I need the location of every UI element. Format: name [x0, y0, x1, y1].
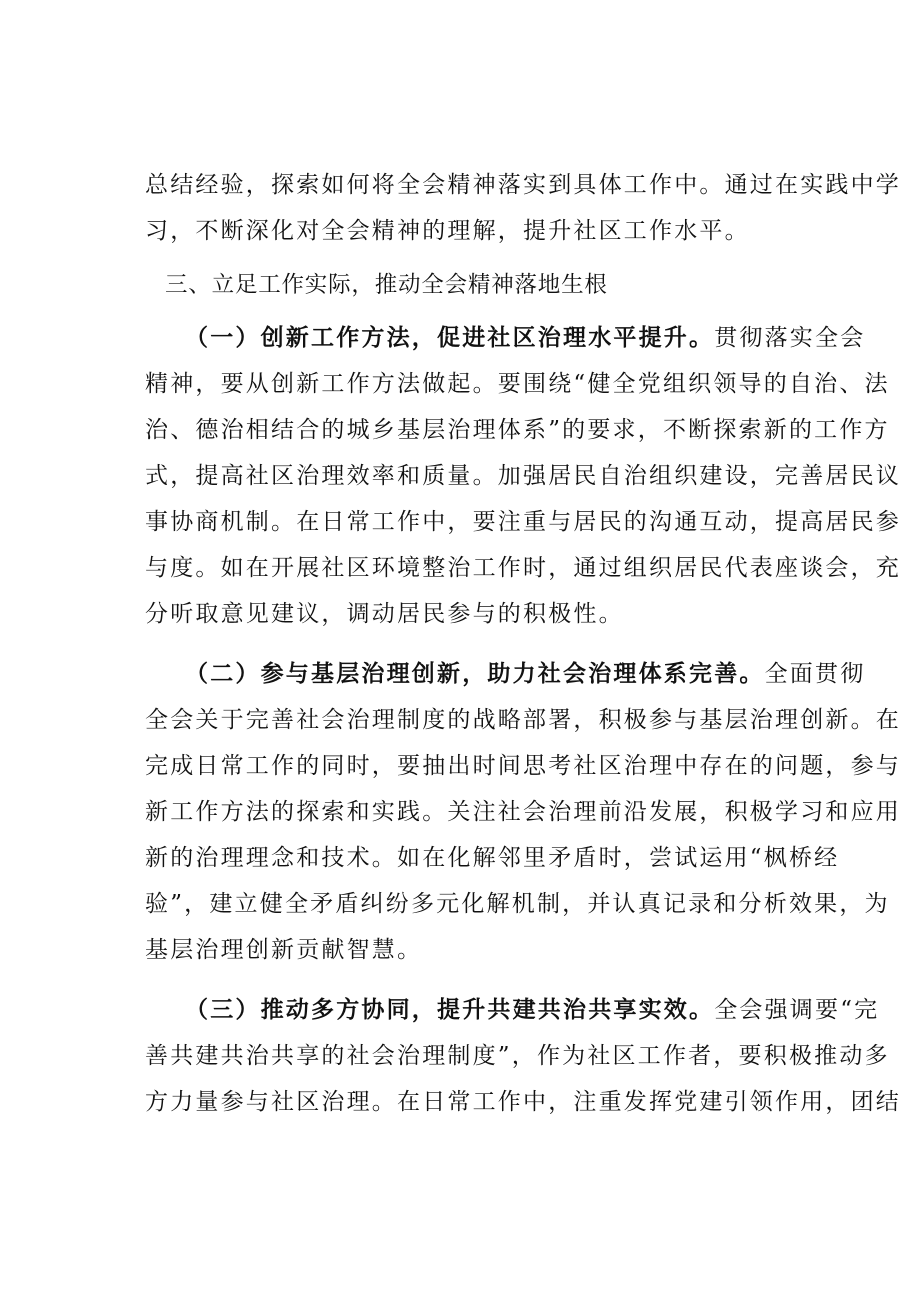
sub3-heading: （三）推动多方协同，提升共建共治共享实效。 [185, 996, 715, 1023]
sub1-first-rest: 贯彻落实全会 [714, 325, 866, 351]
sub1-line: 分听取意见建议，调动居民参与的积极性。 [145, 601, 624, 627]
sub1-line: 治、德治相结合的城乡基层治理体系”的要求，不断探索新的工作方 [145, 417, 890, 443]
sub2-line: 基层治理创新贡献智慧。 [145, 937, 423, 963]
section-heading: 三、立足工作实际，推动全会精神落地生根 [165, 272, 608, 298]
sub3-line: 善共建共治共享的社会治理制度”，作为社区工作者，要积极推动多 [145, 1043, 890, 1069]
sub2-first-line [185, 659, 866, 689]
sub1-first-line [185, 323, 866, 353]
intro-line-2: 习，不断深化对全会精神的理解，提升社区工作水平。 [145, 218, 750, 244]
sub3-first-rest: 全会强调要“完 [714, 997, 880, 1023]
sub2-line: 全会关于完善社会治理制度的战略部署，积极参与基层治理创新。在 [145, 707, 901, 733]
sub3-first-line [185, 995, 880, 1025]
sub2-line: 完成日常工作的同时，要抽出时间思考社区治理中存在的问题，参与 [145, 753, 901, 779]
sub1-heading: （一）创新工作方法，促进社区治理水平提升。 [185, 324, 715, 351]
sub1-line: 事协商机制。在日常工作中，要注重与居民的沟通互动，提高居民参 [145, 509, 901, 535]
sub1-line: 式，提高社区治理效率和质量。加强居民自治组织建设，完善居民议 [145, 463, 901, 489]
sub1-line: 精神，要从创新工作方法做起。要围绕“健全党组织领导的自治、法 [145, 371, 890, 397]
sub2-line: 新的治理理念和技术。如在化解邻里矛盾时，尝试运用“枫桥经 [145, 845, 840, 871]
sub2-heading: （二）参与基层治理创新，助力社会治理体系完善。 [185, 660, 765, 687]
sub1-line: 与度。如在开展社区环境整治工作时，通过组织居民代表座谈会，充 [145, 555, 901, 581]
sub2-first-rest: 全面贯彻 [764, 661, 866, 687]
sub2-line: 新工作方法的探索和实践。关注社会治理前沿发展，积极学习和应用 [145, 799, 901, 825]
sub3-line: 方力量参与社区治理。在日常工作中，注重发挥党建引领作用，团结 [145, 1089, 901, 1115]
sub2-line: 验”，建立健全矛盾纠纷多元化解机制，并认真记录和分析效果，为 [145, 891, 890, 917]
intro-line-1: 总结经验，探索如何将全会精神落实到具体工作中。通过在实践中学 [145, 172, 901, 198]
